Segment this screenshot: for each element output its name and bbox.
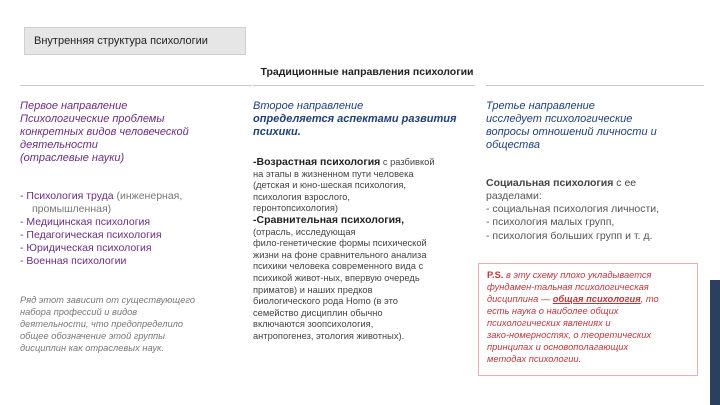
list-item: - Педагогическая психология [20, 229, 162, 241]
col1-list [20, 190, 252, 268]
general-psychology-term: общая психология [552, 294, 641, 304]
col1-note: Ряд этот зависит от существующего набора профессий и видов деятельности, что предопределило общее обозначение этой группы дисциплин как отраслевых наук. [20, 295, 196, 353]
social-psych-title: Социальная психология с ее [486, 177, 637, 189]
col3-heading: Третье направление исследует психологические вопросы отношений личности и общества [486, 100, 657, 151]
col2-body: -Возрастная психология с разбивкой на этапы в жизненном пути человека (детская и юно-шеская психология, психология взрослого, геронтопсихология) -Сравнительная психология, (отрасль, исследующая фило-генетические формы психической жизни на фоне сравнительного анализа психики человека современного вида с психикой живот-ных, впервую очередь приматов) и наших предков биологического рода Homo (в это семейство дисциплин обычно включаются зоопсихология, антропогенез, этология животных). [253, 157, 475, 343]
col1-head-line: Психологические проблемы [20, 113, 165, 125]
list-item: - психология больших групп и т. д. [486, 229, 653, 242]
list-item: промышленная) [32, 203, 112, 215]
col1-heading [20, 100, 252, 165]
list-item: разделами: [486, 190, 542, 202]
age-psych-title: -Возрастная психология [253, 156, 381, 168]
col1-head-line: деятельности [20, 139, 98, 151]
col1-head-line: конкретных видов человеческой [20, 126, 189, 138]
comp-psych-title: -Сравнительная психология, [253, 213, 405, 226]
col3-list [486, 190, 701, 243]
divider-col2 [253, 85, 475, 86]
col1-head-line: (отраслевые науки) [20, 152, 125, 164]
decorative-side-stripe [710, 280, 720, 405]
ps-label: P.S. [487, 270, 504, 280]
divider-col1 [20, 85, 252, 86]
list-item: - психология малых групп, [486, 216, 615, 229]
slide-title-box [24, 27, 246, 55]
list-item: - Военная психологии [20, 255, 127, 267]
col1-head-line: Первое направление [20, 100, 128, 112]
slide-title: Внутренняя структура психологии [34, 35, 208, 47]
col2-heading: Второе направление определяется аспектами развития психики. [253, 100, 457, 138]
list-item: - социальная психология личности, [486, 203, 660, 216]
list-item: - Психология труда (инженерная, [20, 190, 183, 202]
ps-note-box: P.S. в эту схему плохо укладывается фундамен-тальная психологическая дисциплина — общая психология, то есть наука о наиболее общих психологических явлениях и зако-номерностях, о теоретических принципах и основополагающих методах психологии. [478, 263, 698, 376]
divider-col3 [486, 85, 704, 86]
list-item: - Юридическая психология [20, 242, 152, 254]
section-heading: Традиционные направления психологии [260, 66, 474, 78]
list-item: - Медицинская психология [20, 216, 151, 228]
